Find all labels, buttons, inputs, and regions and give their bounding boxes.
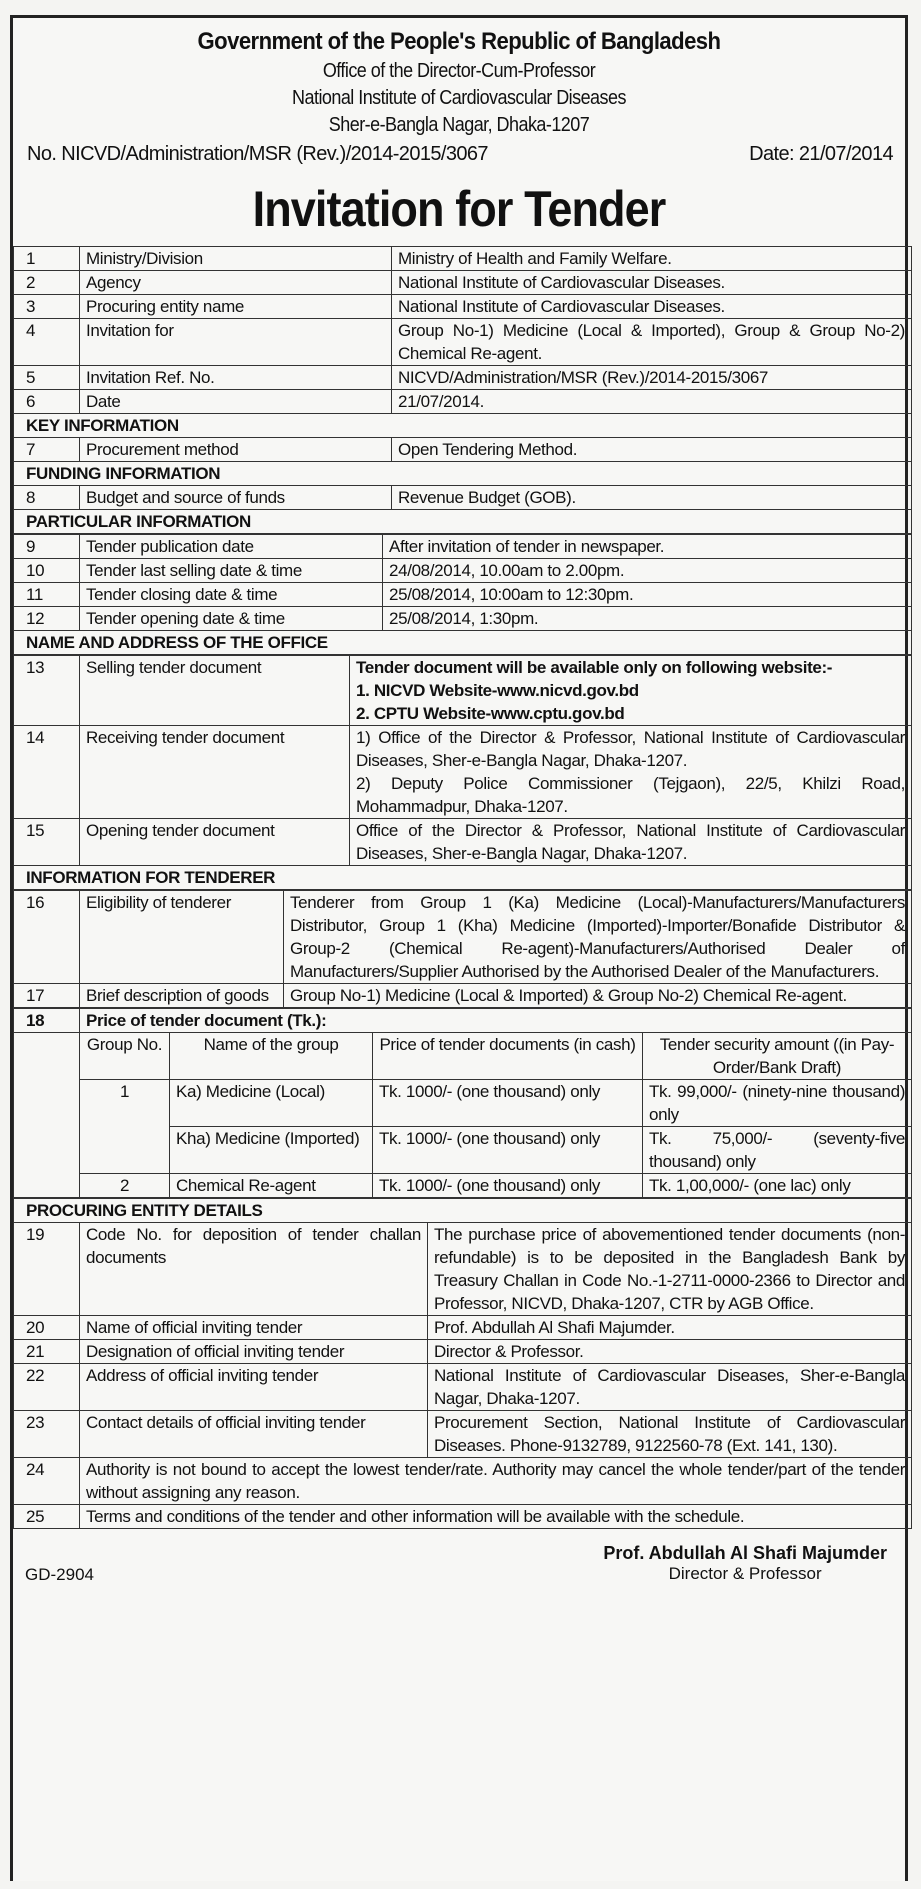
table-row [14,726,912,819]
table-row [14,295,912,319]
note-row [14,1458,912,1505]
footer [13,1529,905,1609]
price-header-row [14,1033,912,1080]
row-value: Procurement Section, National Institute of Cardiovascular Diseases. Phone-9132789, 9122560-78 (Ext. 141, 130). [428,1411,912,1458]
tender-notice [10,15,908,1881]
row-value-text: After invitation of tender in newspaper. [389,537,665,556]
section-header-row [14,866,912,890]
row-number: 20 [14,1316,80,1340]
row-value-text: National Institute of Cardiovascular Diseases. [398,297,725,316]
price-column-header: Price of tender documents (in cash) [373,1033,643,1080]
section-heading: PARTICULAR INFORMATION [14,510,912,534]
row-number: 21 [14,1340,80,1364]
table-row [14,607,912,631]
row-label: Contact details of official inviting tender [80,1411,428,1458]
signatory-designation: Director & Professor [668,1564,822,1583]
section-header-row [14,631,912,655]
row-number: 9 [14,535,80,559]
group-name: Chemical Re-agent [170,1174,373,1198]
table-row [14,486,912,510]
security-amount: Tk. 99,000/- (ninety-nine thousand) only [643,1080,912,1127]
row-value [383,535,912,559]
table-row [14,1316,912,1340]
row-value: Prof. Abdullah Al Shafi Majumder. [428,1316,912,1340]
row-label: Name of official inviting tender [80,1316,428,1340]
row-value-text: Group No-1) Medicine (Local & Imported) & Group No-2) Chemical Re-agent. [290,986,847,1005]
row-value-line: 2. CPTU Website-www.cptu.gov.bd [356,704,625,723]
group-name: Kha) Medicine (Imported) [170,1127,373,1174]
row-number: 11 [14,583,80,607]
section-header-row [14,510,912,534]
page-title: Invitation for Tender [252,181,666,237]
row-label: Invitation Ref. No. [80,366,392,390]
row-number: 14 [14,726,80,819]
row-label: Receiving tender document [80,726,350,819]
price-title-row [14,1009,912,1033]
row-label: Designation of official inviting tender [80,1340,428,1364]
row-value [350,819,912,866]
row-value [350,726,912,819]
row-label: Tender last selling date & time [80,559,383,583]
price-row [14,1080,912,1127]
table-row [14,984,912,1008]
row-value-text: Open Tendering Method. [398,440,578,459]
row-value [392,271,912,295]
reference-number: No. NICVD/Administration/MSR (Rev.)/2014-2015/3067 [27,143,488,165]
table-row [14,319,912,366]
row-value-text: Group No-1) Medicine (Local & Imported), Group & Group No-2) Chemical Re-agent. [398,321,905,363]
institute-name: National Institute of Cardiovascular Diseases [292,87,626,109]
row-value [284,891,912,984]
office-name: Office of the Director-Cum-Professor [322,60,596,82]
row-label: Brief description of goods [80,984,284,1008]
row-value-text: National Institute of Cardiovascular Diseases. [398,273,725,292]
table-row [14,819,912,866]
tender-table [13,246,905,1529]
row-number: 2 [14,271,80,295]
row-value [350,656,912,726]
row-label: Tender closing date & time [80,583,383,607]
blank-cell [14,1033,80,1198]
row-value [392,295,912,319]
table-row [14,390,912,414]
row-value [392,438,912,462]
table-row [14,559,912,583]
row-number: 3 [14,295,80,319]
table-row [14,1364,912,1411]
office-address: Sher-e-Bangla Nagar, Dhaka-1207 [328,114,590,136]
row-number: 13 [14,656,80,726]
row-number: 23 [14,1411,80,1458]
security-amount: Tk. 75,000/- (seventy-five thousand) only [643,1127,912,1174]
table-row [14,271,912,295]
row-value: National Institute of Cardiovascular Diseases, Sher-e-Bangla Nagar, Dhaka-1207. [428,1364,912,1411]
section-header-row [14,1199,912,1223]
row-number: 17 [14,984,80,1008]
document-price: Tk. 1000/- (one thousand) only [373,1127,643,1174]
section-heading: NAME AND ADDRESS OF THE OFFICE [14,631,912,655]
row-label: Opening tender document [80,819,350,866]
row-label: Ministry/Division [80,247,392,271]
row-number: 4 [14,319,80,366]
row-value-line: 2) Deputy Police Commissioner (Tejgaon), 22/5, Khilzi Road, Mohammadpur, Dhaka-1207. [356,774,905,816]
row-value-text: Tenderer from Group 1 (Ka) Medicine (Local)-Manufacturers/Manufacturers Distributor, Group 1 (Kha) Medicine (Imported)-Importer/Bonafide Distributor & Group-2 (Chemical Re-agent)-Manufacturers/Authorised Dealer of Manufacturers/Supplier Authorised by the Authorised Dealer of the Manufacturers. [290,893,905,981]
row-number: 12 [14,607,80,631]
row-label: Selling tender document [80,656,350,726]
letterhead [13,28,905,137]
info-table [13,890,912,1008]
row-number: 16 [14,891,80,984]
section-header-row [14,414,912,438]
row-value [383,559,912,583]
table-row [14,535,912,559]
info-table [13,534,912,655]
row-value [383,607,912,631]
section-header-row [14,462,912,486]
row-number: 15 [14,819,80,866]
table-row [14,247,912,271]
reference-line [13,137,905,166]
row-value [392,390,912,414]
group-number: 1 [80,1080,170,1174]
gd-code: GD-2904 [25,1565,94,1584]
section-heading: KEY INFORMATION [14,414,912,438]
row-number: 8 [14,486,80,510]
note-row [14,1505,912,1529]
row-value-text: Revenue Budget (GOB). [398,488,576,507]
section-heading: INFORMATION FOR TENDERER [14,866,912,890]
notice-date: Date: 21/07/2014 [749,143,893,165]
table-row [14,656,912,726]
signatory-name: Prof. Abdullah Al Shafi Majumder [603,1543,887,1563]
document-price: Tk. 1000/- (one thousand) only [373,1174,643,1198]
note-text: Authority is not bound to accept the lowest tender/rate. Authority may cancel the whole tender/part of the tender without assigning any reason. [80,1458,912,1505]
group-number: 2 [80,1174,170,1198]
info-table [13,1198,912,1529]
row-number: 1 [14,247,80,271]
price-title: Price of tender document (Tk.): [80,1009,912,1033]
table-row [14,366,912,390]
row-value-line: 1. NICVD Website-www.nicvd.gov.bd [356,681,639,700]
info-table [13,246,912,534]
row-value [383,583,912,607]
row-value-text: 21/07/2014. [398,392,484,411]
row-value-text: Tender document will be available only on following website:- [356,658,833,677]
row-value-text: 25/08/2014, 1:30pm. [389,609,539,628]
info-table [13,1008,912,1198]
row-number: 6 [14,390,80,414]
row-value [392,366,912,390]
government-name: Government of the People's Republic of Bangladesh [197,28,721,55]
info-table [13,655,912,890]
signature-block [603,1543,887,1584]
row-number: 24 [14,1458,80,1505]
row-label: Budget and source of funds [80,486,392,510]
table-row [14,1340,912,1364]
row-value-text: Ministry of Health and Family Welfare. [398,249,672,268]
table-row [14,1411,912,1458]
table-row [14,583,912,607]
table-row [14,1223,912,1316]
row-label: Procurement method [80,438,392,462]
price-row [14,1174,912,1198]
row-value-text: 1) Office of the Director & Professor, National Institute of Cardiovascular Diseases, Sher-e-Bangla Nagar, Dhaka-1207. [356,728,905,770]
row-label: Procuring entity name [80,295,392,319]
row-value-text: Office of the Director & Professor, National Institute of Cardiovascular Diseases, Sher-e-Bangla Nagar, Dhaka-1207. [356,821,905,863]
row-value [392,319,912,366]
row-number: 10 [14,559,80,583]
row-number: 18 [14,1009,80,1033]
row-label: Date [80,390,392,414]
row-value: The purchase price of abovementioned tender documents (non-refundable) is to be deposited in the Bangladesh Bank by Treasury Challan in Code No.-1-2711-0000-2366 to Director and Professor, NICVD, Dhaka-1207, CTR by AGB Office. [428,1223,912,1316]
row-label: Agency [80,271,392,295]
section-heading: PROCURING ENTITY DETAILS [14,1199,912,1223]
row-label: Invitation for [80,319,392,366]
section-heading: FUNDING INFORMATION [14,462,912,486]
row-number: 19 [14,1223,80,1316]
price-column-header: Tender security amount ((in Pay-Order/Bank Draft) [643,1033,912,1080]
row-label: Tender opening date & time [80,607,383,631]
table-row [14,438,912,462]
row-value-text: 24/08/2014, 10.00am to 2.00pm. [389,561,625,580]
row-label: Tender publication date [80,535,383,559]
row-number: 22 [14,1364,80,1411]
row-value-text: NICVD/Administration/MSR (Rev.)/2014-2015/3067 [398,368,769,387]
document-price: Tk. 1000/- (one thousand) only [373,1080,643,1127]
group-name: Ka) Medicine (Local) [170,1080,373,1127]
table-row [14,891,912,984]
row-label: Eligibility of tenderer [80,891,284,984]
row-value [284,984,912,1008]
row-value [392,247,912,271]
row-number: 7 [14,438,80,462]
row-label: Code No. for deposition of tender challan documents [80,1223,428,1316]
price-column-header: Group No. [80,1033,170,1080]
row-value: Director & Professor. [428,1340,912,1364]
row-value [392,486,912,510]
row-label: Address of official inviting tender [80,1364,428,1411]
note-text: Terms and conditions of the tender and other information will be available with the schedule. [80,1505,912,1529]
security-amount: Tk. 1,00,000/- (one lac) only [643,1174,912,1198]
row-value-text: 25/08/2014, 10:00am to 12:30pm. [389,585,634,604]
price-column-header: Name of the group [170,1033,373,1080]
row-number: 5 [14,366,80,390]
row-number: 25 [14,1505,80,1529]
